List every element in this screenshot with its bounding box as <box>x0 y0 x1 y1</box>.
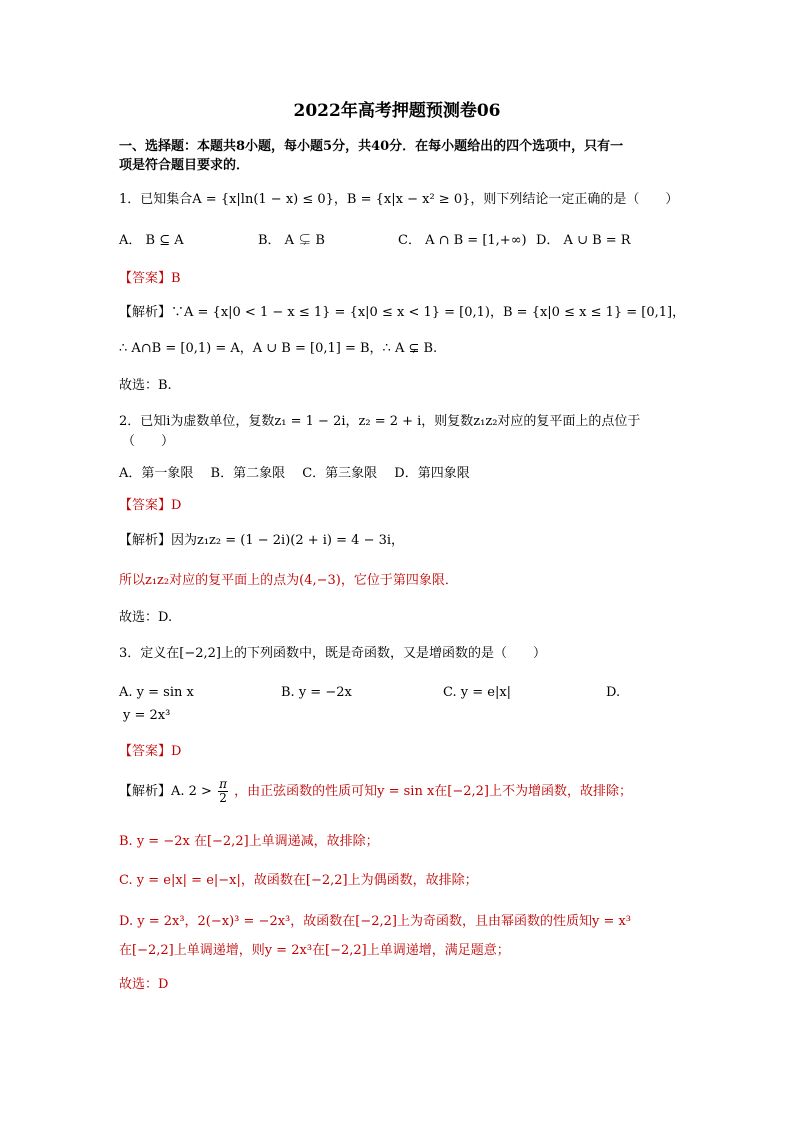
q1-stem: 1．已知集合A = {x|ln(1 − x) ≤ 0}，B = {x|x − x² ≥ 0}，则下列结论一定正确的是（ ） <box>119 192 679 207</box>
q3-option-d-expression: y = 2x³ <box>123 708 171 723</box>
q1-answer: 【答案】B <box>119 271 181 286</box>
q1-explanation-line2: ∴ A∩B = [0,1) = A，A ∪ B = [0,1] = B，∴ A ⊊ B. <box>119 341 438 356</box>
q3-explanation-a-rest: ，由正弦函数的性质可知y = sin x在[−2,2]上不为增函数，故排除； <box>234 784 633 799</box>
q3-explanation-d-line1: D. y = 2x³，2(−x)³ = −2x³，故函数在[−2,2]上为奇函数，且由幂函数的性质知y = x³ <box>119 914 632 929</box>
q1-option-d: D． A ∪ B = R <box>536 233 631 248</box>
q3-answer: 【答案】D <box>119 744 182 759</box>
section-heading-line2: 项是符合题目要求的． <box>119 158 250 173</box>
q1-option-a: A． B ⊆ A <box>119 233 184 248</box>
q2-explanation-line1: 【解析】因为z₁z₂ = (1 − 2i)(2 + i) = 4 − 3i， <box>119 533 405 548</box>
fraction-denominator: 2 <box>219 791 227 805</box>
q3-explanation-b: B. y = −2x 在[−2,2]上单调递减，故排除； <box>119 834 379 849</box>
pi-over-two-fraction <box>218 778 228 805</box>
q2-stem-line2: （ ） <box>122 434 175 449</box>
q2-answer: 【答案】D <box>119 498 182 513</box>
q3-option-d-label: D. <box>606 685 621 700</box>
q1-explanation-line1: 【解析】∵A = {x|0 < 1 − x ≤ 1} = {x|0 ≤ x < 1} = [0,1)，B = {x|0 ≤ x ≤ 1} = [0,1]， <box>119 305 686 320</box>
q3-option-c: C. y = e|x| <box>443 685 512 700</box>
q2-stem-line1: 2．已知i为虚数单位，复数z₁ = 1 − 2i，z₂ = 2 + i，则复数z₁z₂对应的复平面上的点位于 <box>119 414 641 429</box>
q1-choice: 故选：B. <box>119 378 172 393</box>
q2-options: A．第一象限 B．第二象限 C．第三象限 D．第四象限 <box>119 466 470 481</box>
q3-option-a: A. y = sin x <box>119 685 194 700</box>
q3-option-b: B. y = −2x <box>281 685 352 700</box>
q2-explanation-line2: 所以z₁z₂对应的复平面上的点为(4,−3)，它位于第四象限． <box>119 573 458 588</box>
q3-choice: 故选：D <box>119 977 169 992</box>
q2-choice: 故选：D. <box>119 610 173 625</box>
q1-option-c: C． A ∩ B = [1,+∞) <box>398 233 527 248</box>
q1-option-b: B． A ⊊ B <box>258 233 325 248</box>
section-heading-line1: 一、选择题：本题共8小题，每小题5分，共40分．在每小题给出的四个选项中，只有一 <box>119 139 624 154</box>
q3-explanation-a <box>119 777 632 807</box>
q3-explanation-c: C. y = e|x| = e|−x|，故函数在[−2,2]上为偶函数，故排除； <box>119 873 478 888</box>
q3-explanation-d-line2: 在[−2,2]上单调递增，则y = 2x³在[−2,2]上单调递增，满足题意； <box>119 943 510 958</box>
document-title: 2022年高考押题预测卷06 <box>293 101 501 121</box>
q3-explanation-a-prefix: 【解析】A. 2 > <box>119 784 212 799</box>
fraction-numerator: π <box>219 777 227 791</box>
q3-stem: 3．定义在[−2,2]上的下列函数中，既是奇函数，又是增函数的是（ ） <box>119 646 546 661</box>
